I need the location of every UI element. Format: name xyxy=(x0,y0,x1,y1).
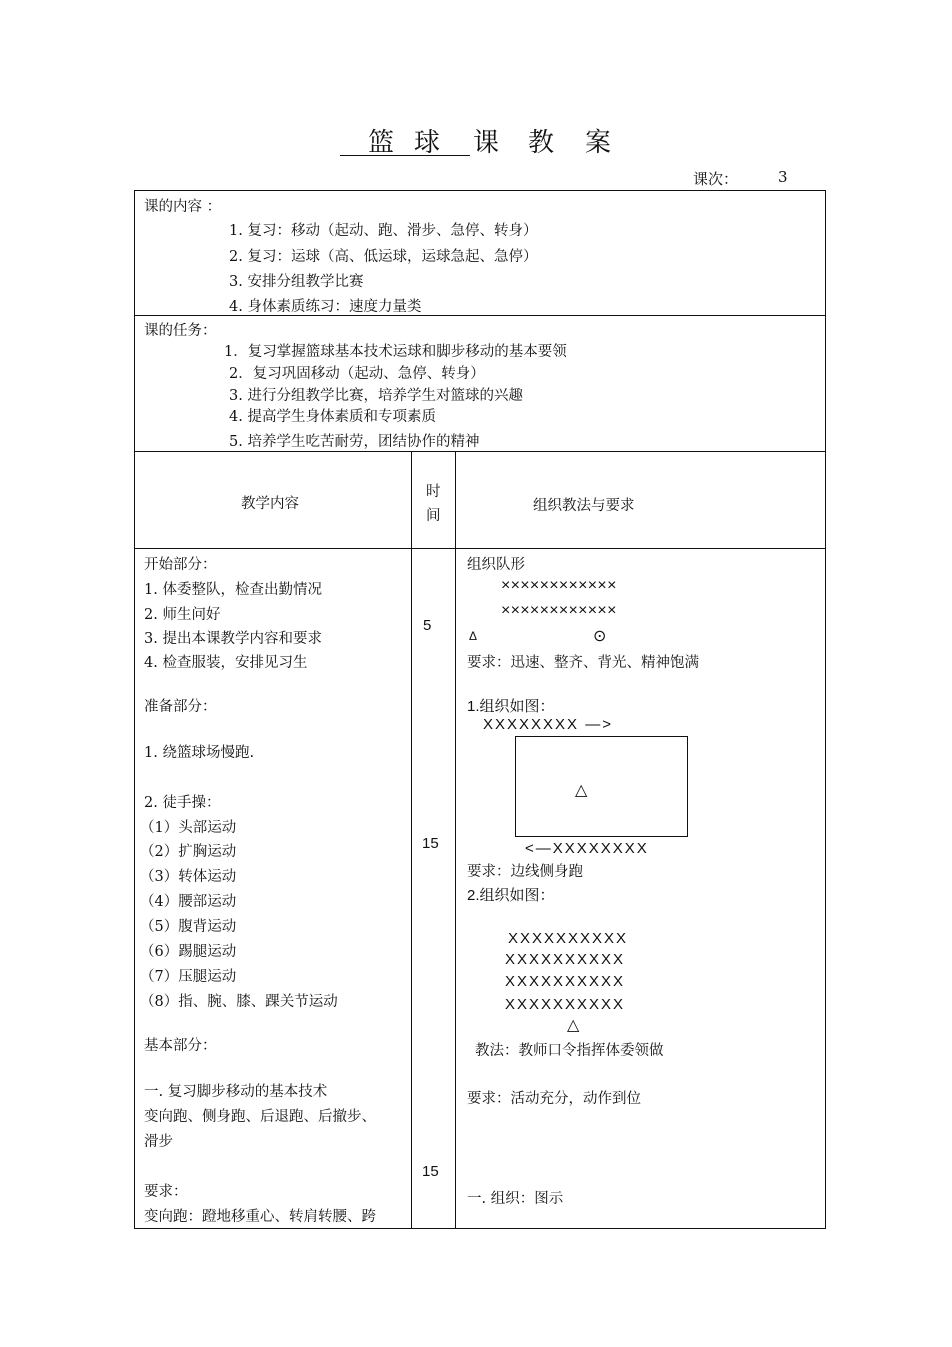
diagram1-bottom-row: <—XXXXXXXX xyxy=(525,840,649,857)
lesson-number-value: 3 xyxy=(778,168,788,186)
start-item: 4. 检查服装，安排见习生 xyxy=(144,655,308,671)
prep-run: 1. 绕篮球场慢跑. xyxy=(144,745,255,761)
formation-requirement: 要求：迅速、整齐、背光、精神饱满 xyxy=(467,655,699,671)
tasks-heading: 课的任务： xyxy=(144,323,217,339)
prep-item: （2）扩胸运动 xyxy=(140,844,237,860)
task-item: 1．复习掌握篮球基本技术运球和脚步移动的基本要领 xyxy=(224,344,567,360)
header-time-top: 时 xyxy=(426,484,441,500)
prep-item: （5）腹背运动 xyxy=(140,919,237,935)
diagram2-row: XXXXXXXXXX xyxy=(505,996,626,1013)
prep-item: （7）压腿运动 xyxy=(140,969,237,985)
prep-item: （6）踢腿运动 xyxy=(140,944,237,960)
start-item: 2. 师生问好 xyxy=(144,607,221,623)
requirement-line: 变向跑：蹬地移重心、转肩转腰、跨 xyxy=(144,1209,376,1225)
content-item: 4. 身体素质练习：速度力量类 xyxy=(229,299,422,315)
prep-item: （8）指、腕、膝、踝关节运动 xyxy=(140,994,338,1010)
diagram2-row: XXXXXXXXXX xyxy=(505,951,626,968)
start-item: 3. 提出本课教学内容和要求 xyxy=(144,631,322,647)
title-char: 球 xyxy=(414,128,441,158)
header-method: 组织教法与要求 xyxy=(533,498,635,514)
organization-note: 一. 组织：图示 xyxy=(467,1191,564,1207)
start-heading: 开始部分： xyxy=(144,557,217,573)
teaching-method: 教法：教师口令指挥体委领做 xyxy=(475,1043,664,1059)
row-divider xyxy=(134,451,826,452)
diagram1-title: 1.组织如图： xyxy=(467,698,555,715)
formation-row: ×××××××××××× xyxy=(501,577,617,594)
teacher-icon: △ xyxy=(567,1017,580,1034)
time-value: 15 xyxy=(422,1163,439,1180)
time-value: 5 xyxy=(423,617,432,634)
task-item: 2．复习巩固移动（起动、急停、转身） xyxy=(229,366,485,382)
prep-item: （3）转体运动 xyxy=(140,869,237,885)
formation-row: ×××××××××××× xyxy=(501,602,617,619)
col-divider xyxy=(411,451,412,1229)
title-char: 教 xyxy=(528,128,555,158)
formation-title: 组织队形 xyxy=(467,557,525,573)
task-item: 5. 培养学生吃苦耐劳，团结协作的精神 xyxy=(229,434,480,450)
prep-item: （1）头部运动 xyxy=(140,820,237,836)
row-divider xyxy=(134,548,826,549)
start-item: 1. 体委整队，检查出勤情况 xyxy=(144,582,322,598)
content-item: 2. 复习：运球（高、低运球，运球急起、急停） xyxy=(229,249,538,265)
header-teaching-content: 教学内容 xyxy=(241,496,299,512)
lesson-number-label: 课次： xyxy=(693,170,739,188)
title-underline xyxy=(340,155,470,156)
title-char: 课 xyxy=(473,128,500,158)
content-item: 3. 安排分组教学比赛 xyxy=(229,274,364,290)
basic-line: 一. 复习脚步移动的基本技术 xyxy=(144,1084,328,1100)
teacher-icon: △ xyxy=(575,782,588,799)
header-time-bottom: 间 xyxy=(426,508,441,524)
diagram2-row: XXXXXXXXXX xyxy=(508,930,629,947)
task-item: 4. 提高学生身体素质和专项素质 xyxy=(229,409,436,425)
basic-line: 变向跑、侧身跑、后退跑、后撤步、 xyxy=(144,1109,376,1125)
col-divider xyxy=(455,451,456,1229)
time-value: 15 xyxy=(422,835,439,852)
requirement-heading: 要求： xyxy=(144,1184,188,1200)
diagram1-requirement: 要求：边线侧身跑 xyxy=(467,864,583,880)
activity-requirement: 要求：活动充分，动作到位 xyxy=(467,1091,641,1107)
basic-heading: 基本部分： xyxy=(144,1038,217,1054)
prep-item: （4）腰部运动 xyxy=(140,894,237,910)
target-icon: ⊙ xyxy=(593,628,607,645)
diagram2-row: XXXXXXXXXX xyxy=(505,973,626,990)
prep-gym-heading: 2. 徒手操： xyxy=(144,795,221,811)
content-heading: 课的内容 ： xyxy=(144,199,222,215)
diagram1-top-row: XXXXXXXX —> xyxy=(483,716,613,733)
content-item: 1. 复习：移动（起动、跑、滑步、急停、转身） xyxy=(229,223,538,239)
teacher-icon: Δ xyxy=(469,629,478,643)
basic-line: 滑步 xyxy=(144,1134,173,1150)
title-char: 案 xyxy=(585,128,612,158)
prep-heading: 准备部分： xyxy=(144,699,217,715)
diagram2-title: 2.组织如图： xyxy=(467,887,555,904)
court-rectangle xyxy=(515,736,688,837)
task-item: 3. 进行分组教学比赛，培养学生对篮球的兴趣 xyxy=(229,388,523,404)
title-char: 篮 xyxy=(368,128,395,158)
